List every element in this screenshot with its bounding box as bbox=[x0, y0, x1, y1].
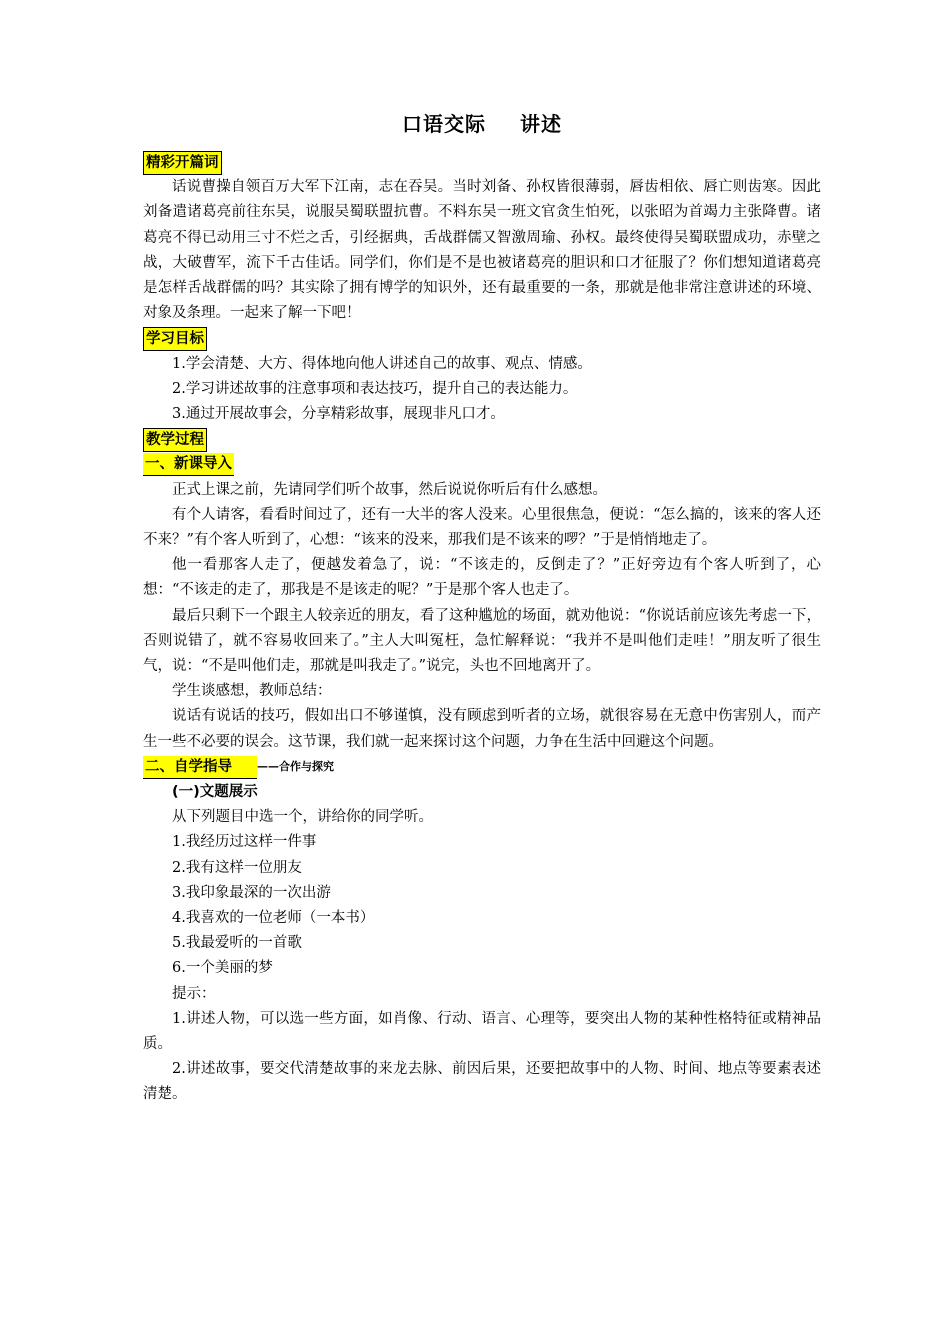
part2-heading-suffix: ——合作与探究 bbox=[257, 759, 334, 773]
goal-item: 3.通过开展故事会，分享精彩故事，展现非凡口才。 bbox=[172, 406, 505, 422]
goals-heading: 学习目标 bbox=[143, 327, 207, 351]
topic-item: 1.我经历过这样一件事 bbox=[172, 834, 317, 851]
topic-item: 6.一个美丽的梦 bbox=[172, 960, 273, 977]
part1-paragraph: 学生谈感想，教师总结： bbox=[172, 683, 332, 700]
part1-paragraph: 他一看那客人走了，便越发着急了，说：“不该走的，反倒走了？”正好旁边有个客人听到了，心想：“不该走的走了，那我是不是该走的呢？”于是那个客人也走了。 bbox=[143, 557, 821, 599]
topic-item: 3.我印象最深的一次出游 bbox=[172, 884, 331, 901]
goal-item: 2.学习讲述故事的注意事项和表达技巧，提升自己的表达能力。 bbox=[172, 380, 578, 397]
part1-paragraph: 有个人请客，看看时间过了，还有一大半的客人没来。心里很焦急，便说：“怎么搞的，该来的客人还不来？”有个客人听到了，心想：“该来的没来，那我们是不该来的啰？”于是悄悄地走了。 bbox=[143, 506, 821, 548]
part1-paragraph: 说话有说话的技巧，假如出口不够谨慎，没有顾虑到听者的立场，就很容易在无意中伤害别人，而产生一些不必要的误会。这节课，我们就一起来探讨这个问题，力争在生活中回避这个问题。 bbox=[143, 708, 821, 750]
title-right: 讲述 bbox=[520, 112, 562, 136]
process-heading: 教学过程 bbox=[143, 428, 207, 452]
document-body bbox=[143, 150, 821, 1108]
goal-item: 1.学会清楚、大方、得体地向他人讲述自己的故事、观点、情感。 bbox=[172, 355, 592, 372]
topic-item: 4.我喜欢的一位老师（一本书） bbox=[172, 910, 375, 927]
topics-subheading: (一)文题展示 bbox=[172, 784, 258, 800]
opening-paragraph: 话说曹操自领百万大军下江南，志在吞吴。当时刘备、孙权皆很薄弱，唇齿相依、唇亡则齿寒。因此刘备遣诸葛亮前往东吴，说服吴蜀联盟抗曹。不料东吴一班文官贪生怕死，以张昭为首竭力主张降曹。诸葛亮不得已动用三寸不烂之舌，引经据典，舌战群儒又智激周瑜、孙权。最终使得吴蜀联盟成功，赤壁之战，大破曹军，流下千古佳话。同学们，你们是不是也被诸葛亮的胆识和口才征服了？你们想知道诸葛亮是怎样舌战群儒的吗？其实除了拥有博学的知识外，还有最重要的一条，那就是他非常注意讲述的环境、对象及条理。一起来了解一下吧！ bbox=[143, 179, 821, 322]
tip-item: 2.讲述故事，要交代清楚故事的来龙去脉、前因后果，还要把故事中的人物、时间、地点等要素表述清楚。 bbox=[143, 1061, 821, 1103]
tip-item: 1.讲述人物，可以选一些方面，如肖像、行动、语言、心理等，要突出人物的某种性格特征或精神品质。 bbox=[143, 1010, 821, 1053]
part1-paragraph: 最后只剩下一个跟主人较亲近的朋友，看了这种尴尬的场面，就劝他说：“你说话前应该先考虑一下，否则说错了，就不容易收回来了。”主人大叫冤枉，急忙解释说：“我并不是叫他们走哇！”朋友听了很生气，说：“不是叫他们走，那就是叫我走了。”说完，头也不回地离开了。 bbox=[143, 607, 821, 674]
page-title bbox=[143, 108, 821, 137]
part1-paragraph: 正式上课之前，先请同学们听个故事，然后说说你听后有什么感想。 bbox=[172, 481, 607, 498]
topic-item: 2.我有这样一位朋友 bbox=[172, 859, 302, 876]
opening-heading: 精彩开篇词 bbox=[143, 151, 222, 175]
tips-label: 提示： bbox=[172, 985, 216, 1002]
topic-item: 5.我最爱听的一首歌 bbox=[172, 935, 302, 952]
topics-intro: 从下列题目中选一个，讲给你的同学听。 bbox=[172, 809, 433, 826]
title-left: 口语交际 bbox=[402, 112, 486, 136]
part1-heading: 一、新课导入 bbox=[143, 453, 234, 476]
part2-heading: 二、自学指导 bbox=[143, 756, 257, 779]
